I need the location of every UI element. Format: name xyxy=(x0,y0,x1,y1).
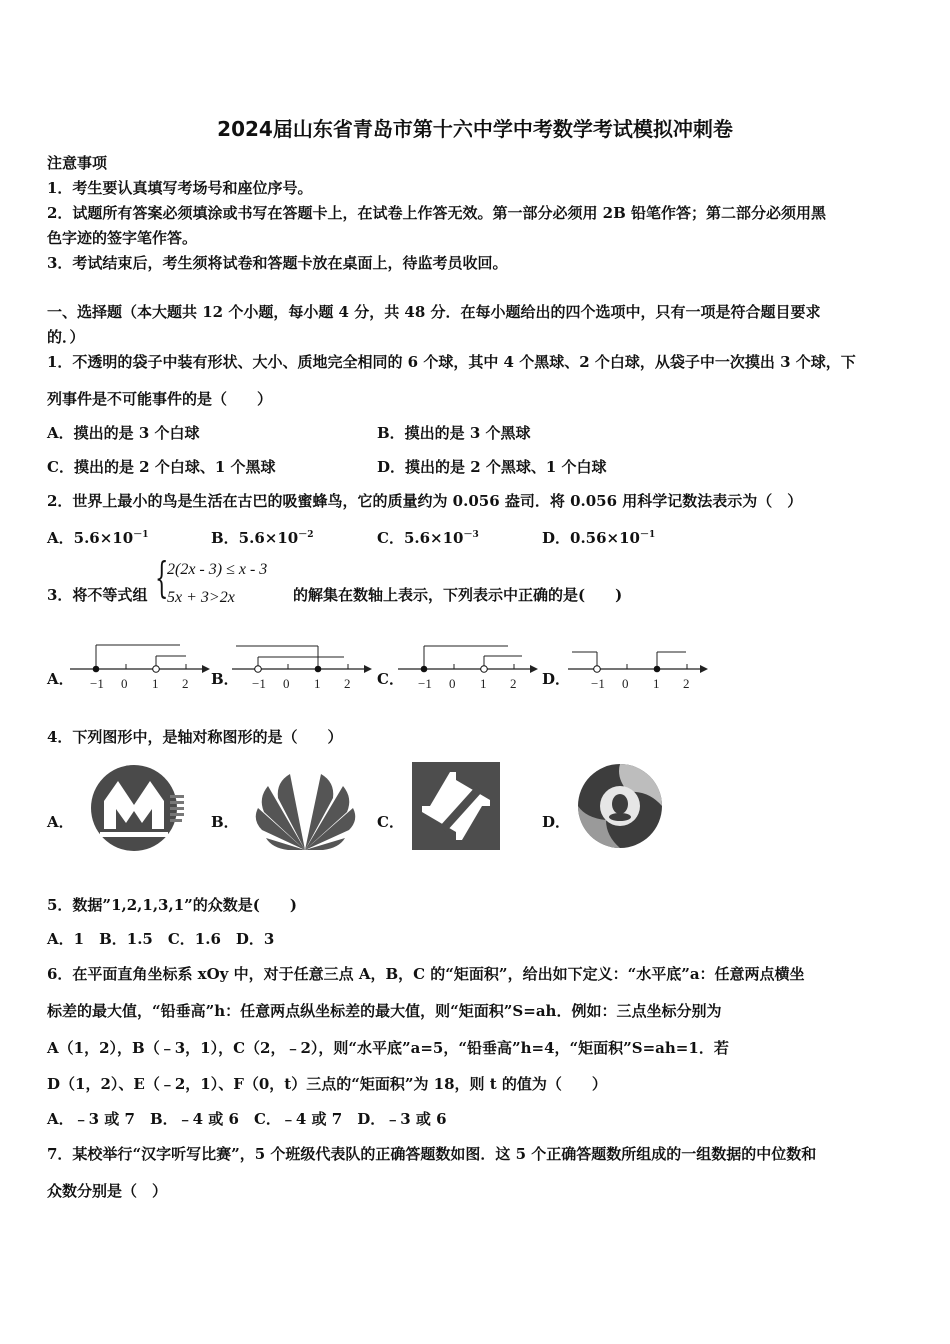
inequality-1: 2(2x - 3) ≤ x - 3 xyxy=(167,561,268,578)
option-d: D．$0.56\times 10^{-1}$ xyxy=(542,529,656,547)
question-3-prefix: 3．将不等式组 xyxy=(47,586,148,604)
tick-label: 0 xyxy=(121,676,128,691)
question-6-text: D（1，2）、E（﹣2，1）、F（0，t）三点的“矩面积”为 18，则 t 的值为（ ） xyxy=(47,1075,607,1093)
tick-label: 0 xyxy=(283,676,290,691)
tick-label: 2 xyxy=(344,676,351,691)
logo-c-image xyxy=(410,760,502,852)
notice-item: 色字迹的签字笔作答。 xyxy=(47,229,198,247)
question-7-text: 众数分别是（ ） xyxy=(47,1182,168,1200)
option-c: C．$5.6\times 10^{-3}$ xyxy=(377,529,479,547)
option-b: B． xyxy=(211,670,239,688)
question-1-text: 1．不透明的袋子中装有形状、大小、质地完全相同的 6 个球，其中 4 个黑球、2 个白球，从袋子中一次摸出 3 个球，下 xyxy=(47,353,856,371)
tick-label: −1 xyxy=(252,676,266,691)
question-2-text: 2．世界上最小的鸟是生活在古巴的吸蜜蜂鸟，它的质量约为 0.056 盎司．将 0.056 用科学记数法表示为（ ） xyxy=(47,492,803,510)
tick-label: 1 xyxy=(152,676,159,691)
tick-label: −1 xyxy=(418,676,432,691)
question-5-text: 5．数据”1,2,1,3,1”的众数是( ) xyxy=(47,896,297,914)
notice-item: 2．试题所有答案必须填涂或书写在答题卡上，在试卷上作答无效。第一部分必须用 2B 铅笔作答；第二部分必须用黑 xyxy=(47,204,827,222)
option-d: D． xyxy=(542,670,571,688)
logo-b-image xyxy=(248,768,363,858)
tick-label: 2 xyxy=(683,676,690,691)
question-3-suffix: 的解集在数轴上表示，下列表示中正确的是( ) xyxy=(293,586,623,604)
number-line-b xyxy=(232,640,372,695)
tick-label: 2 xyxy=(182,676,189,691)
section-heading: 一、选择题（本大题共 12 个小题，每小题 4 分，共 48 分．在每小题给出的四个选项中，只有一项是符合题目要求 xyxy=(47,303,821,321)
question-6-text: 标差的最大值，“铅垂高”h：任意两点纵坐标差的最大值，则“矩面积”S=ah．例如：三点坐标分别为 xyxy=(47,1002,722,1020)
question-4-text: 4．下列图形中，是轴对称图形的是（ ） xyxy=(47,728,343,746)
option-b: B． xyxy=(211,813,239,831)
section-heading-cont: 的．） xyxy=(47,328,85,346)
question-7-text: 7．某校举行“汉字听写比赛”，5 个班级代表队的正确答题数如图．这 5 个正确答题数所组成的一组数据的中位数和 xyxy=(47,1145,817,1163)
number-line-a xyxy=(70,640,210,695)
tick-label: 1 xyxy=(653,676,660,691)
option-a: A．$5.6\times 10^{-1}$ xyxy=(47,529,149,547)
tick-label: 1 xyxy=(314,676,321,691)
tick-label: 2 xyxy=(510,676,517,691)
option-c: C． xyxy=(377,670,404,688)
option-d: D． xyxy=(542,813,571,831)
option-b: B．$5.6\times 10^{-2}$ xyxy=(211,529,314,547)
tick-label: 0 xyxy=(622,676,629,691)
question-1-text: 列事件是不可能事件的是（ ） xyxy=(47,390,273,408)
notice-item: 3．考试结束后，考生须将试卷和答题卡放在桌面上，待监考员收回。 xyxy=(47,254,508,272)
question-6-text: 6．在平面直角坐标系 xOy 中，对于任意三点 A，B，C 的“矩面积”，给出如下定义：“水平底”a：任意两点横坐 xyxy=(47,965,805,983)
option-c: C． xyxy=(377,813,404,831)
tick-label: 1 xyxy=(480,676,487,691)
logo-d-image xyxy=(576,760,664,852)
notice-item: 1．考生要认真填写考场号和座位序号。 xyxy=(47,179,313,197)
question-6-text: A（1，2），B（﹣3，1），C（2，﹣2），则“水平底”a=5，“铅垂高”h=4，“矩面积”S=ah=1．若 xyxy=(47,1039,729,1057)
option-a: A．摸出的是 3 个白球 xyxy=(47,424,200,442)
question-6-options: A．﹣3 或 7 B．﹣4 或 6 C．﹣4 或 7 D．﹣3 或 6 xyxy=(47,1110,447,1128)
number-line-d xyxy=(568,640,708,695)
number-line-c xyxy=(398,640,538,695)
option-d: D．摸出的是 2 个黑球、1 个白球 xyxy=(377,458,607,476)
option-c: C．摸出的是 2 个白球、1 个黑球 xyxy=(47,458,276,476)
question-5-options: A．1 B．1.5 C．1.6 D．3 xyxy=(47,930,275,948)
option-a: A． xyxy=(47,813,74,831)
system-brace: { xyxy=(155,553,169,602)
tick-label: 0 xyxy=(449,676,456,691)
notice-heading: 注意事项 xyxy=(47,154,108,172)
inequality-2: 5x + 3>2x xyxy=(167,589,235,606)
logo-a-image xyxy=(86,763,186,853)
option-b: B．摸出的是 3 个黑球 xyxy=(377,424,531,442)
page-title: 2024届山东省青岛市第十六中学中考数学考试模拟冲刺卷 xyxy=(217,117,733,141)
option-a: A． xyxy=(47,670,74,688)
tick-label: −1 xyxy=(591,676,605,691)
tick-label: −1 xyxy=(90,676,104,691)
